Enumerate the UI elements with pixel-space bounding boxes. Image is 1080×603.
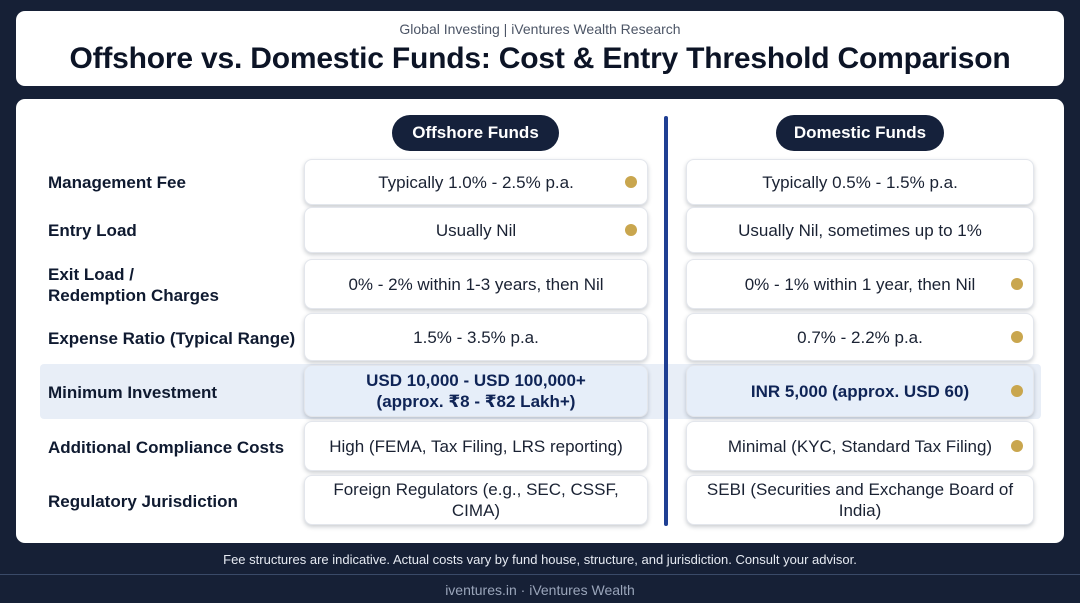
row-label-expense-ratio: Expense Ratio (Typical Range) (48, 329, 296, 348)
offshore-entry-load-value: Usually Nil (435, 220, 517, 240)
offshore-regulatory-cell (304, 475, 648, 525)
domestic-expense-ratio-cell (686, 313, 1034, 361)
offshore-minimum-investment-cell (304, 365, 648, 417)
brand-footer: iventures.in · iVentures Wealth (445, 582, 635, 598)
comparison-panel (16, 99, 1064, 543)
footnote: Fee structures are indicative. Actual costs vary by fund house, structure, and jurisdiction. Consult your advisor. (223, 552, 857, 567)
page-title: Offshore vs. Domestic Funds: Cost & Entry Threshold Comparison (69, 42, 1011, 75)
offshore-expense-ratio-cell (304, 313, 648, 361)
domestic-exit-load-value: 0% - 1% within 1 year, then Nil (744, 274, 976, 294)
offshore-exit-load-value: 0% - 2% within 1-3 years, then Nil (348, 274, 604, 294)
row-label-compliance-costs: Additional Compliance Costs (48, 438, 285, 457)
domestic-exit-load-cell (686, 259, 1034, 309)
domestic-entry-load-cell (686, 207, 1034, 253)
offshore-expense-ratio-value: 1.5% - 3.5% p.a. (413, 327, 539, 347)
row-label-exit-load-line2: Redemption Charges (48, 286, 219, 305)
header-subtitle: Global Investing | iVentures Wealth Research (399, 21, 681, 37)
offshore-minimum-investment-value (366, 370, 586, 412)
domestic-compliance-costs-value: Minimal (KYC, Standard Tax Filing) (727, 436, 993, 456)
domestic-compliance-costs-cell (686, 421, 1034, 471)
row-label-exit-load (48, 264, 219, 306)
row-label-regulatory-jurisdiction: Regulatory Jurisdiction (48, 492, 238, 511)
offshore-management-fee-value: Typically 1.0% - 2.5% p.a. (378, 172, 574, 192)
row-label-exit-load-line1: Exit Load / (48, 265, 134, 284)
domestic-minimum-investment-value: INR 5,000 (approx. USD 60) (750, 381, 970, 401)
highlight-dot-icon (1011, 385, 1023, 397)
highlight-dot-icon (1011, 331, 1023, 343)
domestic-regulatory-value: SEBI (Securities and Exchange Board of India) (706, 480, 1014, 520)
offshore-management-fee-cell (304, 159, 648, 205)
highlight-dot-icon (1011, 440, 1023, 452)
offshore-regulatory-value: Foreign Regulators (e.g., SEC, CSSF, CIMA) (333, 480, 619, 520)
offshore-minimum-investment-line1: USD 10,000 - USD 100,000+ (366, 371, 586, 390)
offshore-compliance-costs-value: High (FEMA, Tax Filing, LRS reporting) (329, 436, 623, 456)
domestic-management-fee-cell (686, 159, 1034, 205)
domestic-entry-load-value: Usually Nil, sometimes up to 1% (738, 220, 982, 240)
row-label-management-fee: Management Fee (48, 173, 186, 192)
footer-divider (0, 574, 1080, 575)
offshore-compliance-costs-cell (304, 421, 648, 471)
domestic-expense-ratio-value: 0.7% - 2.2% p.a. (797, 327, 923, 347)
column-divider (664, 116, 668, 526)
offshore-entry-load-cell (304, 207, 648, 253)
highlight-dot-icon (625, 176, 637, 188)
row-label-entry-load: Entry Load (48, 221, 137, 240)
offshore-column-header: Offshore Funds (392, 115, 559, 151)
offshore-exit-load-cell (304, 259, 648, 309)
header-card (16, 11, 1064, 86)
offshore-minimum-investment-line2: (approx. ₹8 - ₹82 Lakh+) (376, 392, 576, 411)
domestic-column-header: Domestic Funds (776, 115, 944, 151)
highlight-dot-icon (625, 224, 637, 236)
domestic-minimum-investment-cell (686, 365, 1034, 417)
domestic-management-fee-value: Typically 0.5% - 1.5% p.a. (762, 172, 958, 192)
row-label-minimum-investment: Minimum Investment (48, 383, 218, 402)
domestic-regulatory-cell (686, 475, 1034, 525)
highlight-dot-icon (1011, 278, 1023, 290)
